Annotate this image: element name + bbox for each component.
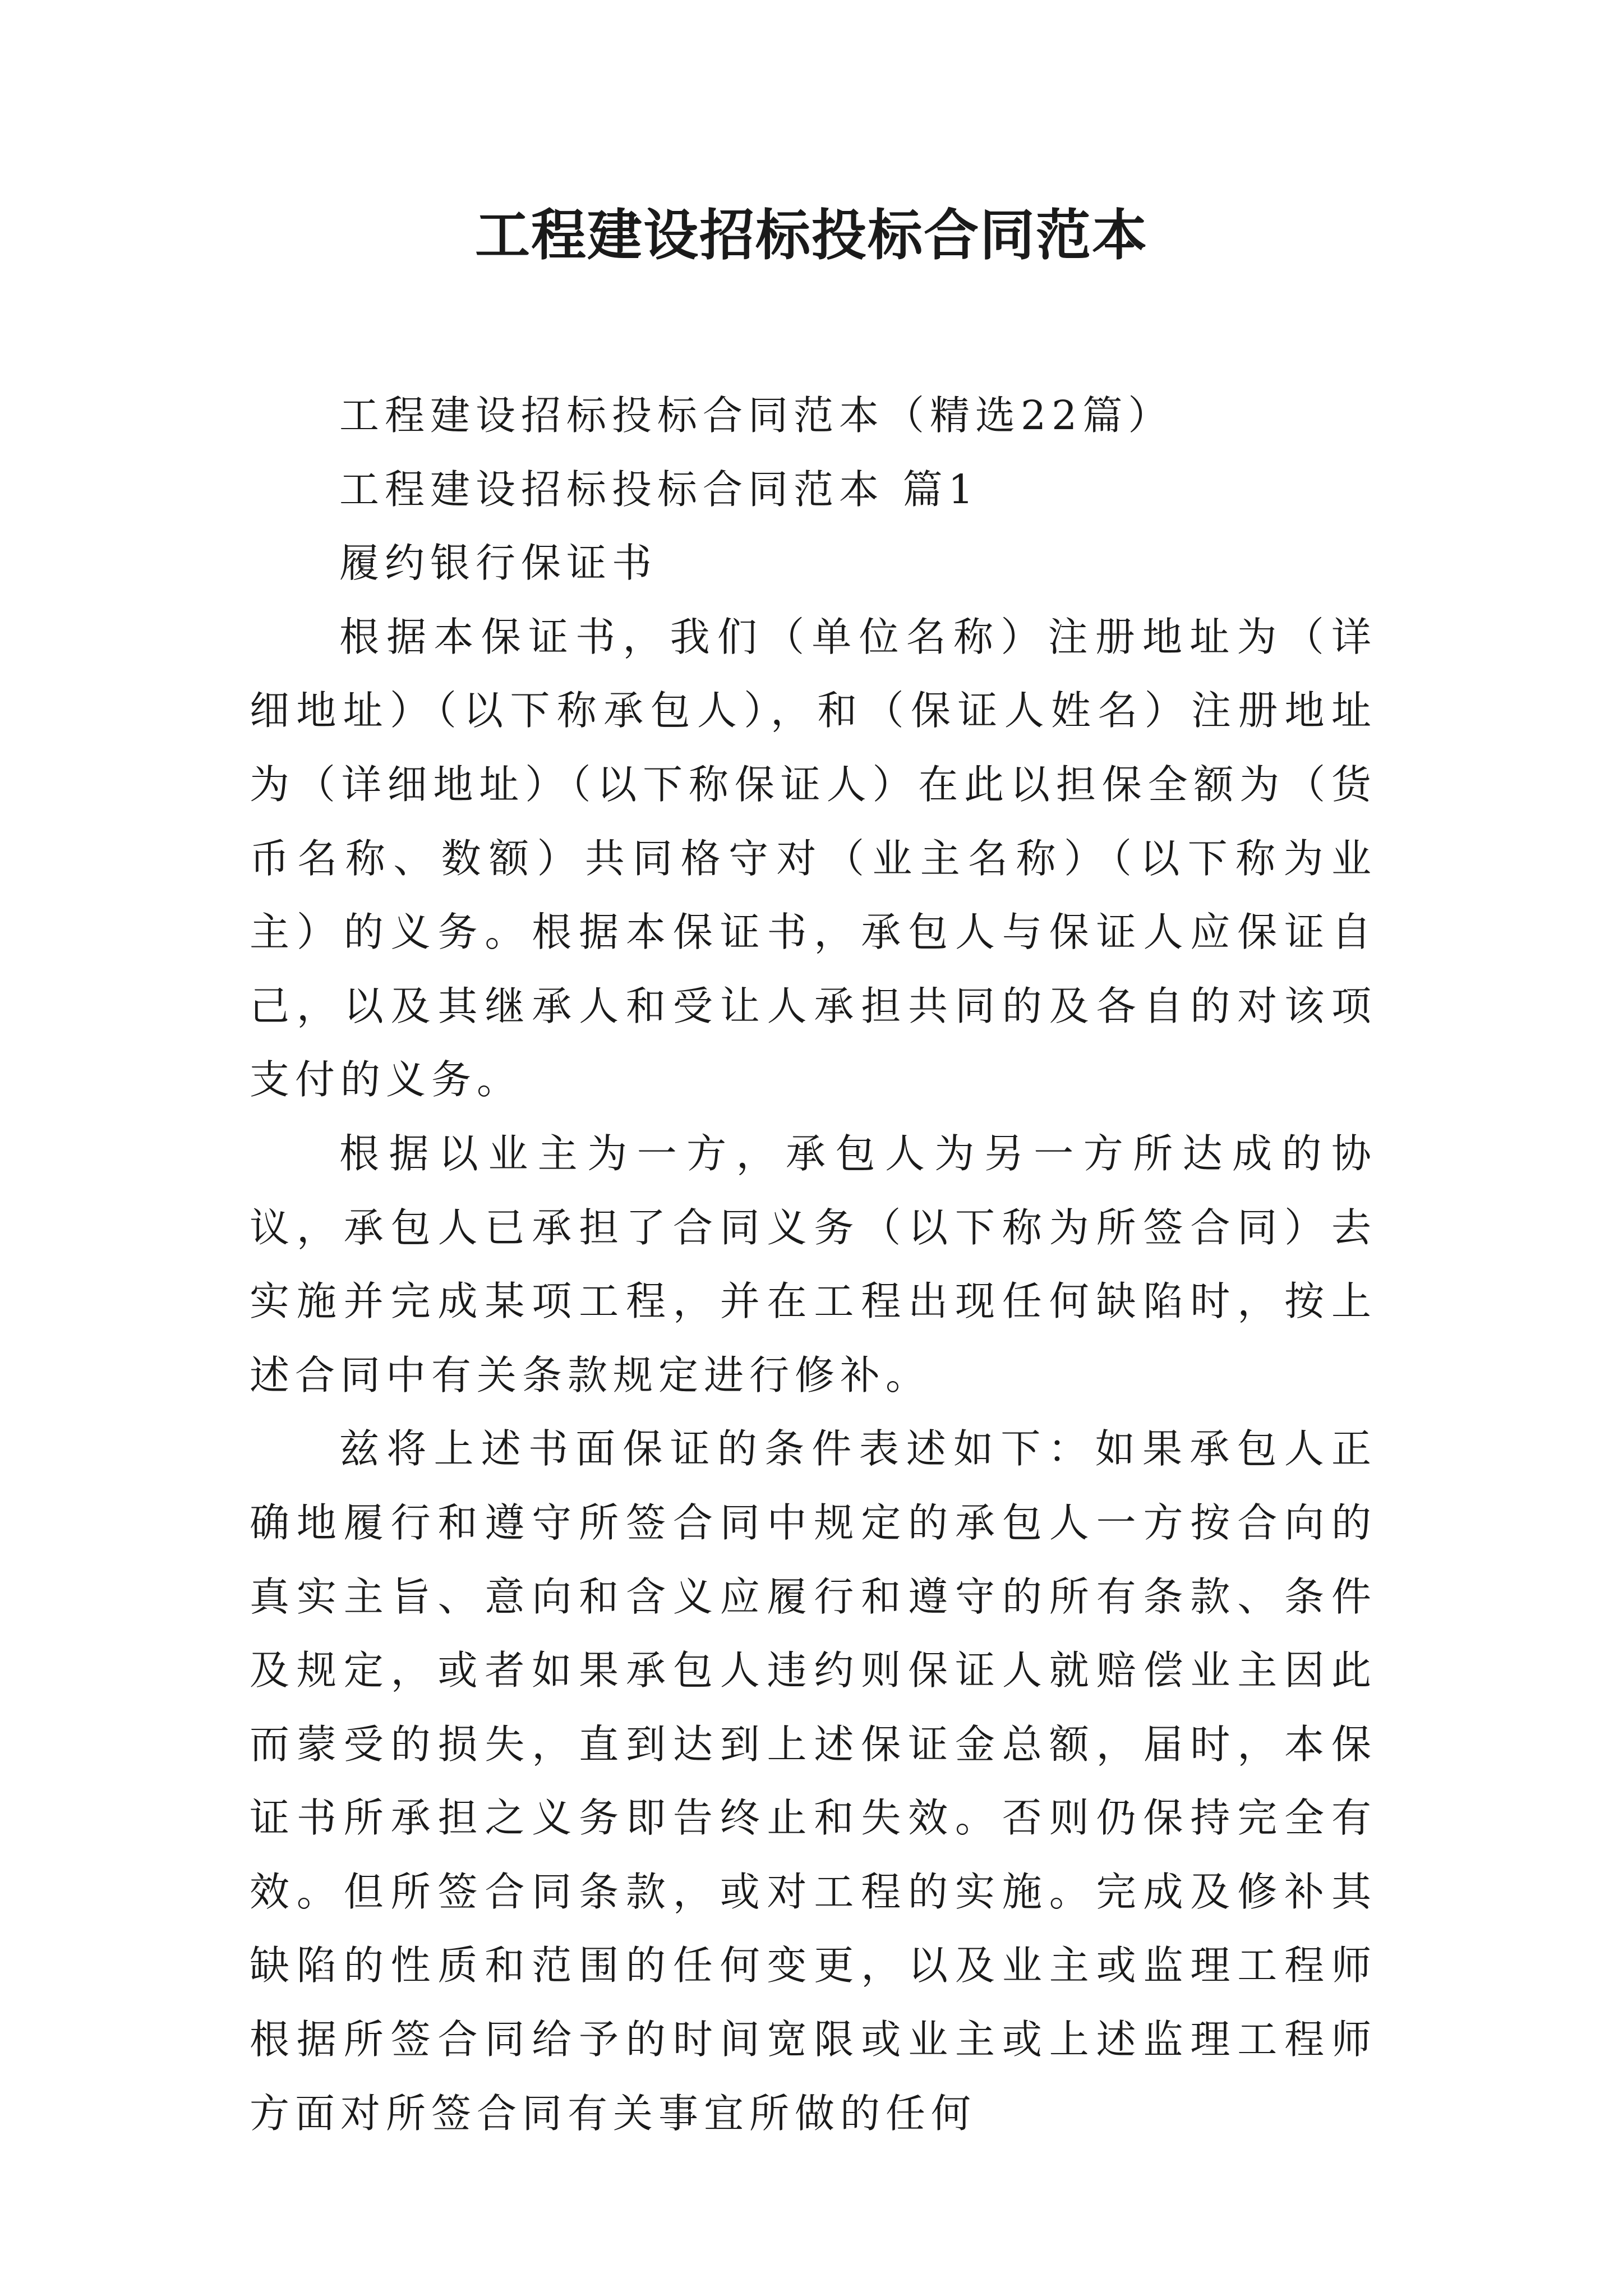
subtitle-line: 工程建设招标投标合同范本（精选22篇） — [339, 392, 1174, 439]
document-title: 工程建设招标投标合同范本 — [474, 203, 1148, 268]
body-paragraph: 兹将上述书面保证的条件表述如下：如果承包人正确地履行和遵守所签合同中规定的承包人一方按合向的真实主旨、意向和含义应履行和遵守的所有条款、条件及规定，或者如果承包人违约则保证人就赔偿业主因此而蒙受的损失，直到达到上述保证金总额，届时，本保证书所承担之义务即告终止和失效。否则仍保持完全有效。但所签合同条款，或对工程的实施。完成及修补其缺陷的性质和范围的任何变更，以及业主或监理工程师根据所签合同给予的时间宽限或业主或上述监理工程师方面对所签合同有关事宜所做的任何 — [250, 1425, 1377, 2137]
document-name: 履约银行保证书 — [339, 540, 658, 587]
body-paragraph: 根据本保证书，我们（单位名称）注册地址为（详细地址）（以下称承包人），和（保证人姓名）注册地址为（详细地址）（以下称保证人）在此以担保全额为（货币名称、数额）共同格守对（业主名称）（以下称为业主）的义务。根据本保证书，承包人与保证人应保证自己，以及其继承人和受让人承担共同的及各自的对该项支付的义务。 — [250, 613, 1377, 1103]
body-paragraph: 根据以业主为一方，承包人为另一方所达成的协议，承包人已承担了合同义务（以下称为所签合同）去实施并完成某项工程，并在工程出现任何缺陷时，按上述合同中有关条款规定进行修补。 — [250, 1130, 1377, 1398]
section-heading: 工程建设招标投标合同范本 篇1 — [339, 466, 979, 513]
document-body — [250, 379, 1377, 2150]
